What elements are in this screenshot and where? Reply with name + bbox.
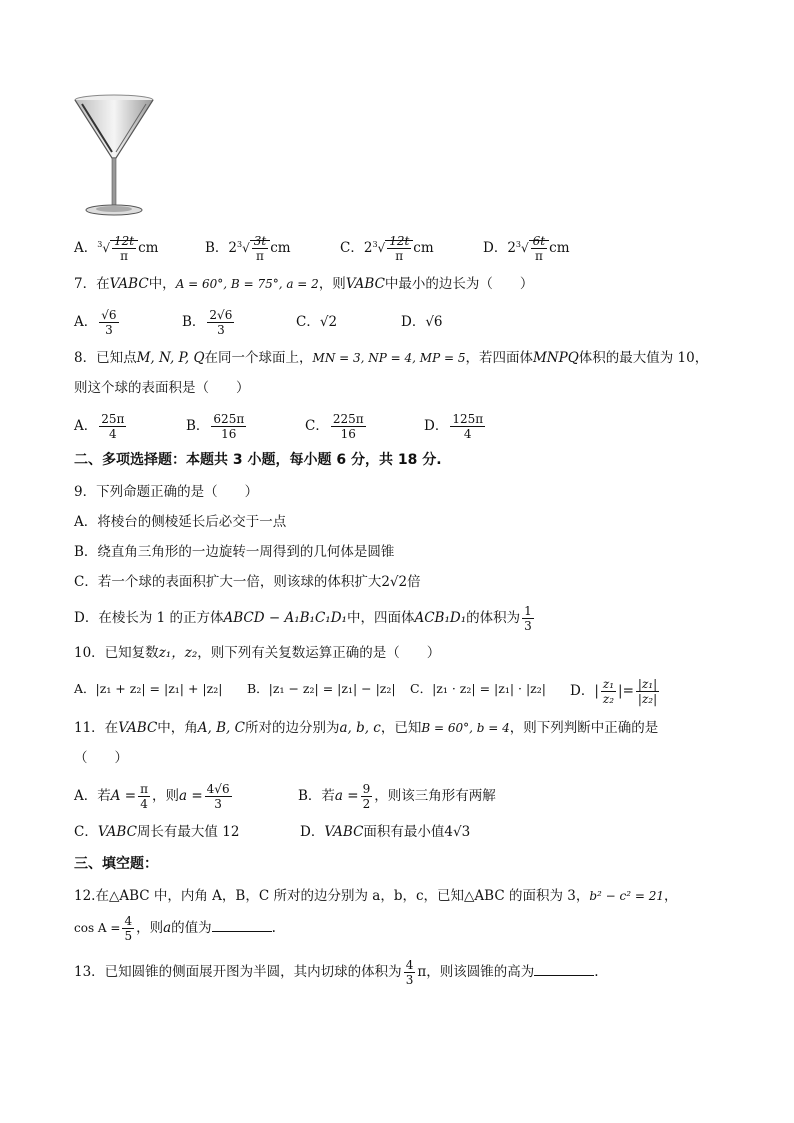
section-heading-fill-in: 三、填空题：	[74, 856, 158, 872]
q6-option-c[interactable]: C．$2^3√$ $\frac{12t}{\pi}$ cm	[340, 234, 434, 263]
q12-stem: 12.在△ABC 中，内角 A，B，C 所对的边分别为 a，b，c，已知△ABC 的面积为 3，b² − c² = 21，	[74, 888, 678, 904]
q6-option-a[interactable]: A．$^3$√ $\frac{12t}{\pi}$ cm	[74, 234, 159, 263]
q6-option-b[interactable]: B．$2^3√$ $\frac{3t}{\pi}$ cm	[205, 234, 291, 263]
q10-stem: 10．已知复数z₁，z₂，则下列有关复数运算正确的是（ ）	[74, 645, 441, 661]
q8-option-b[interactable]: B． $\frac{625\pi}{16}$	[186, 412, 245, 441]
q6-option-d[interactable]: D．$2^3√$ $\frac{6t}{\pi}$ cm	[483, 234, 570, 263]
q7-option-c[interactable]: C．√2	[296, 314, 338, 330]
section-heading-multiple-choice: 二、多项选择题：本题共 3 小题，每小题 6 分，共 18 分.	[74, 452, 442, 468]
q9-option-d[interactable]: D．在棱长为 1 的正方体ABCD − A₁B₁C₁D₁中，四面体ACB₁D₁的体积为 $\frac{1}{3}$	[74, 604, 532, 633]
q7-option-a[interactable]: A． $\frac{√6}{3}$	[74, 308, 117, 337]
q9-option-c[interactable]: C．若一个球的表面积扩大一倍，则该球的体积扩大2√2倍	[74, 574, 421, 590]
cocktail-glass-image	[72, 92, 156, 220]
answer-blank[interactable]	[212, 919, 272, 932]
q9-option-a[interactable]: A．将棱台的侧棱延长后必交于一点	[74, 514, 287, 530]
q10-option-a[interactable]: A．|z₁ + z₂| = |z₁| + |z₂|	[74, 681, 223, 696]
q7-option-b[interactable]: B． $\frac{2√6}{3}$	[182, 308, 233, 337]
q7-option-d[interactable]: D．√6	[401, 314, 443, 330]
q11-paren: （ ）	[74, 750, 128, 766]
q10-option-c[interactable]: C．|z₁ · z₂| = |z₁| · |z₂|	[410, 681, 546, 696]
answer-blank[interactable]	[534, 963, 594, 976]
q8-option-c[interactable]: C． $\frac{225\pi}{16}$	[305, 412, 364, 441]
q11-stem: 11．在VABC中，角A, B, C所对的边分别为a, b, c，已知B = 60°, b = 4，则下列判断中正确的是	[74, 720, 659, 736]
q12-stem-line2: cos A = $\frac{4}{5}$ ，则a的值为 .	[74, 914, 276, 943]
cube-root-expression: $^3$√ $\frac{12t}{\pi}$	[372, 234, 413, 263]
cube-root-expression: $^3$√ $\frac{3t}{\pi}$	[237, 234, 270, 263]
cube-root-expression: $^3$√ $\frac{12t}{\pi}$	[97, 234, 138, 263]
q9-stem: 9．下列命题正确的是（ ）	[74, 484, 259, 500]
q7-stem: 7．在VABC中，A = 60°, B = 75°, a = 2，则VABC中最小的边长为（ ）	[74, 276, 534, 292]
q10-option-d[interactable]: D．| $\frac{\text{z₁}}{\text{z₂}}$ |= $\frac{\text{|z₁|}}{\text{|z₂|}}$	[570, 677, 658, 706]
q8-stem-line2: 则这个球的表面积是（ ）	[74, 380, 250, 396]
q11-option-a[interactable]: A．若A = $\frac{\pi}{4}$ ，则a = $\frac{4√6}{3}$	[74, 782, 230, 811]
q9-option-b[interactable]: B．绕直角三角形的一边旋转一周得到的几何体是圆锥	[74, 544, 395, 560]
q11-option-d[interactable]: D．VABC面积有最小值4√3	[300, 824, 471, 840]
q10-option-b[interactable]: B．|z₁ − z₂| = |z₁| − |z₂|	[247, 681, 396, 696]
q8-option-d[interactable]: D． $\frac{125\pi}{4}$	[424, 412, 484, 441]
q13-stem: 13．已知圆锥的侧面展开图为半圆，其内切球的体积为 $\frac{4}{3}$ π，则该圆锥的高为 .	[74, 958, 599, 987]
q11-option-c[interactable]: C．VABC周长有最大值 12	[74, 824, 240, 840]
cube-root-expression: $^3$√ $\frac{6t}{\pi}$	[516, 234, 549, 263]
q11-option-b[interactable]: B．若a = $\frac{9}{2}$ ，则该三角形有两解	[298, 782, 496, 811]
q8-stem: 8．已知点M, N, P, Q在同一个球面上，MN = 3, NP = 4, MP = 5，若四面体MNPQ体积的最大值为 10，	[74, 350, 709, 366]
q8-option-a[interactable]: A． $\frac{25\pi}{4}$	[74, 412, 125, 441]
